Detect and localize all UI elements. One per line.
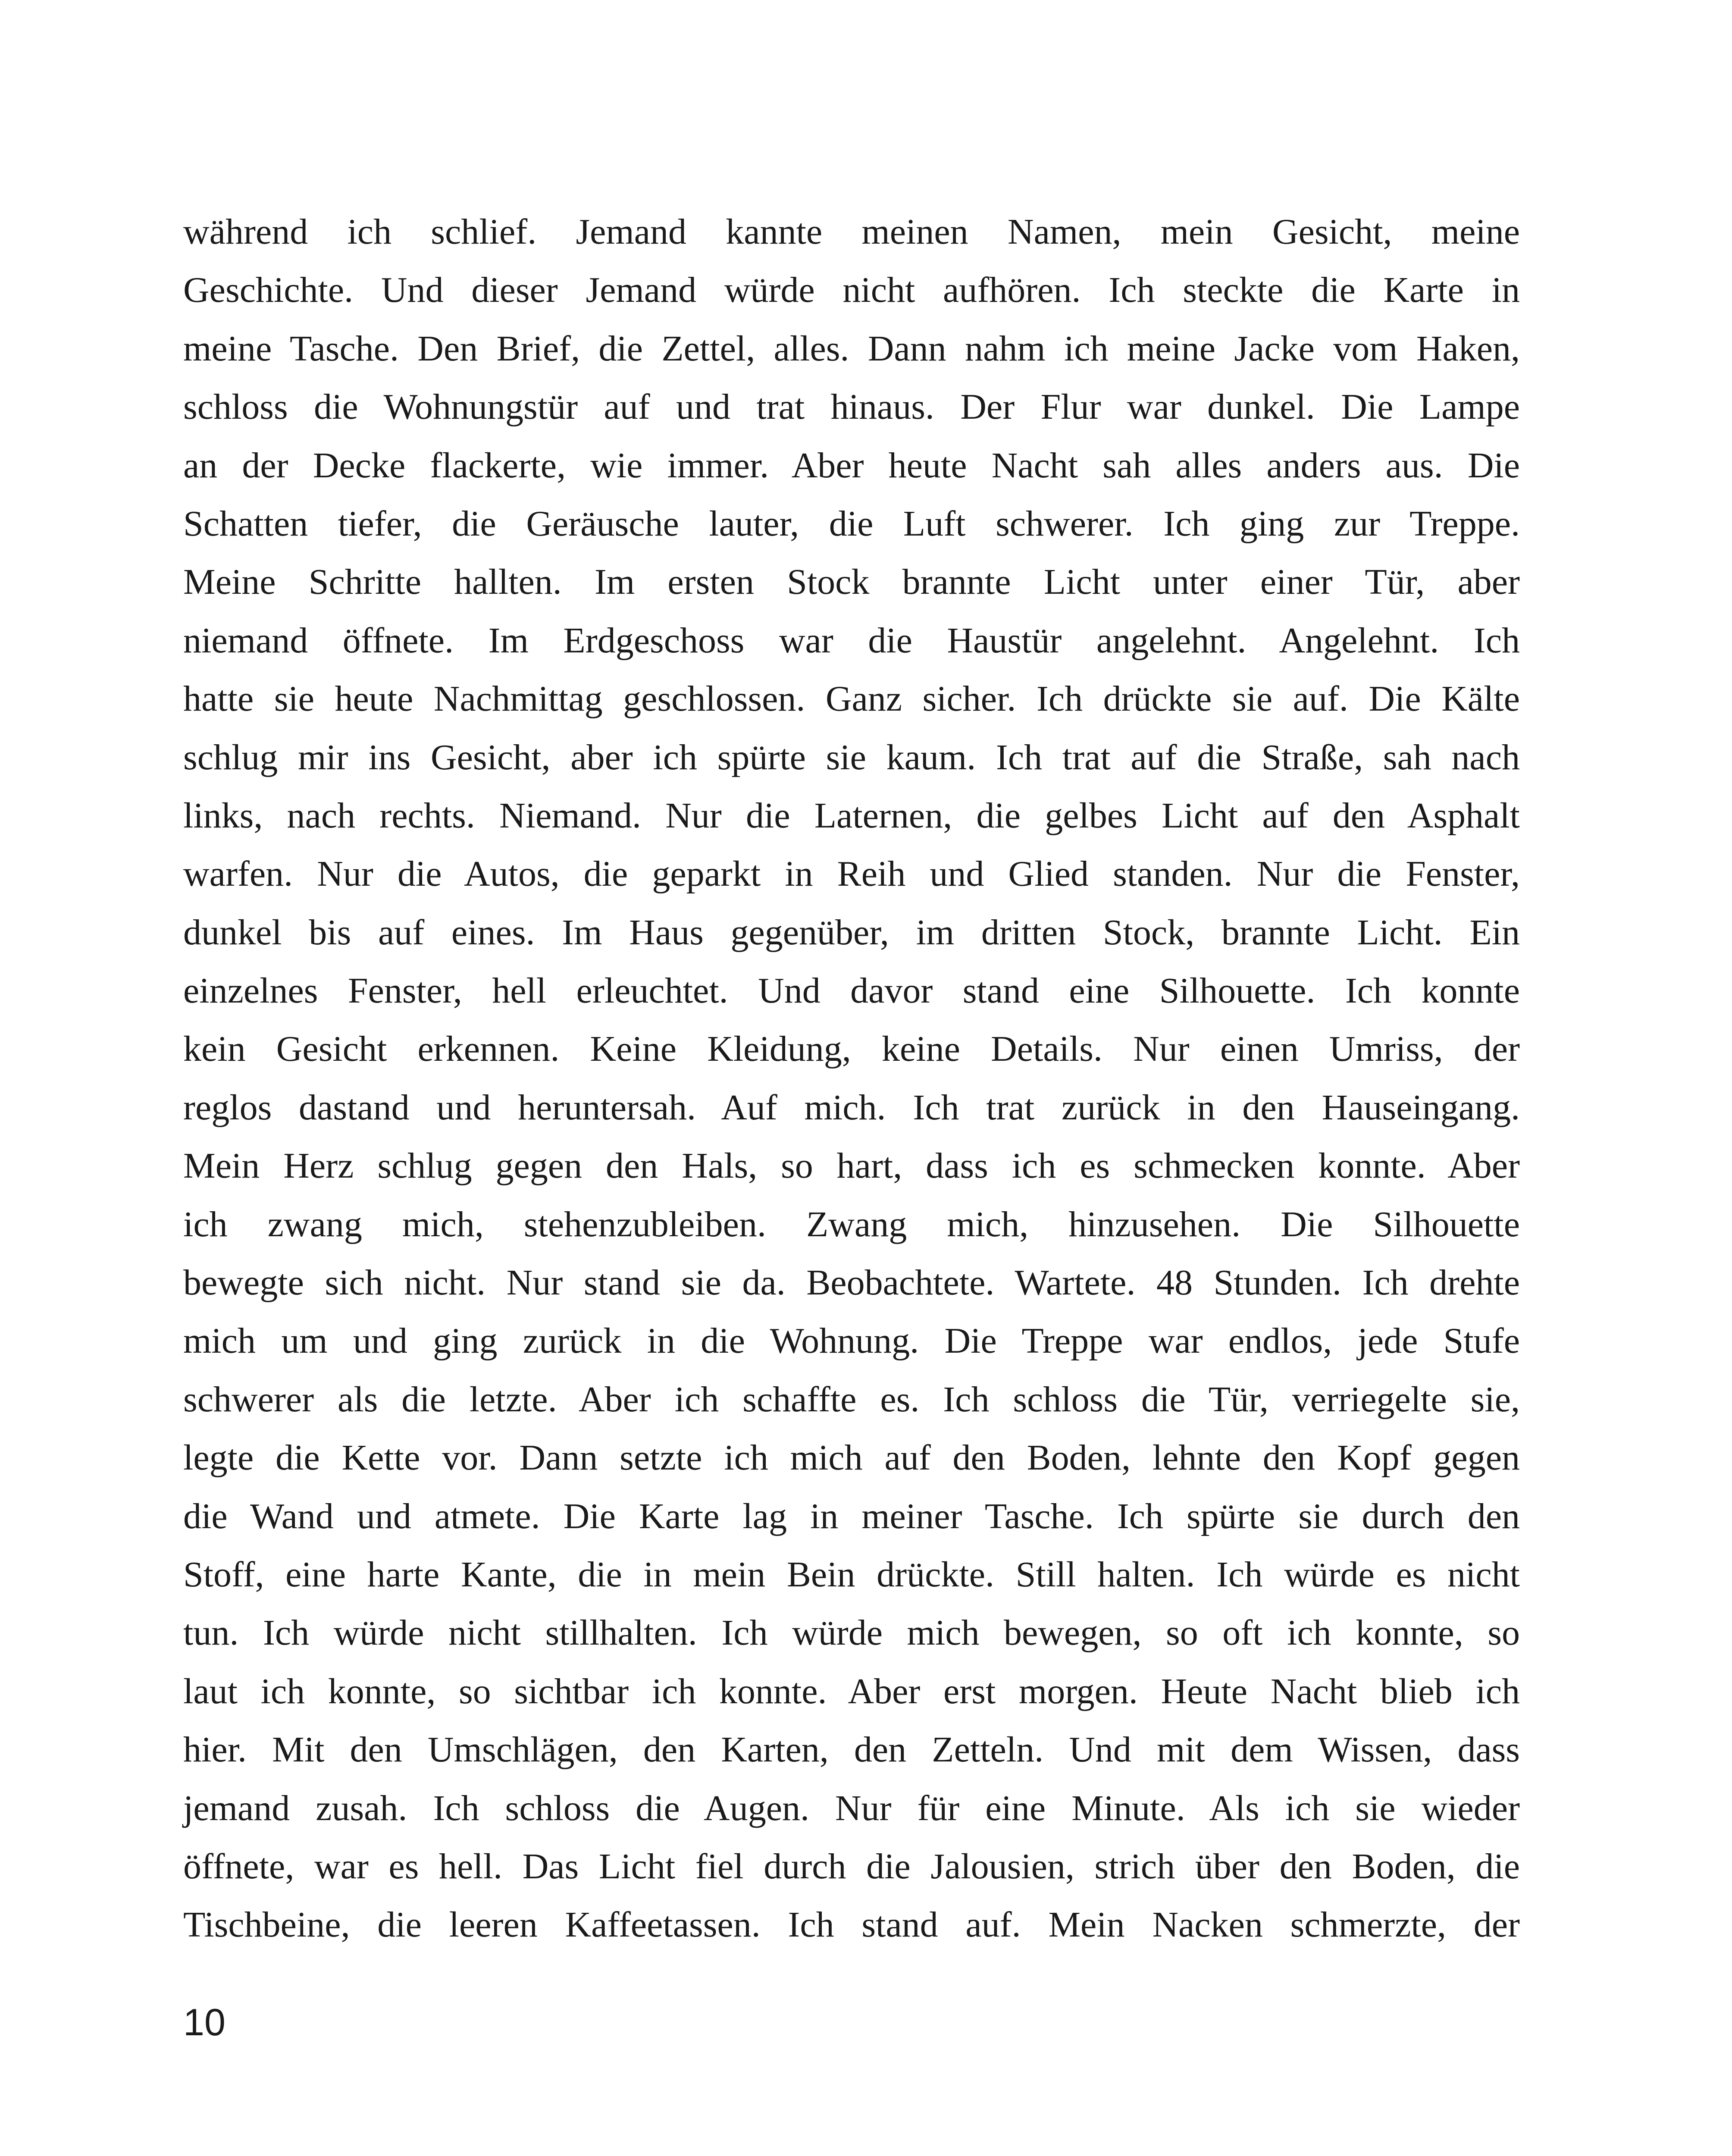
text-line: mich um und ging zurück in die Wohnung. Die Treppe war endlos, jede Stufe [183, 1321, 1520, 1361]
text-line: Stoff, eine harte Kante, die in mein Bein drückte. Still halten. Ich würde es nicht [183, 1554, 1520, 1595]
text-line: reglos dastand und heruntersah. Auf mich. Ich trat zurück in den Hauseingang. [183, 1087, 1520, 1128]
text-line: niemand öffnete. Im Erdgeschoss war die Haustür angelehnt. Angelehnt. Ich [183, 620, 1520, 661]
text-line: schloss die Wohnungstür auf und trat hinaus. Der Flur war dunkel. Die Lampe [183, 387, 1520, 427]
text-line: legte die Kette vor. Dann setzte ich mich auf den Boden, lehnte den Kopf gegen [183, 1438, 1520, 1478]
text-line: Geschichte. Und dieser Jemand würde nicht aufhören. Ich steckte die Karte in [183, 270, 1520, 310]
text-line: tun. Ich würde nicht stillhalten. Ich würde mich bewegen, so oft ich konnte, so [183, 1613, 1520, 1653]
text-line: einzelnes Fenster, hell erleuchtet. Und davor stand eine Silhouette. Ich konnte [183, 971, 1520, 1011]
text-line: die Wand und atmete. Die Karte lag in meiner Tasche. Ich spürte sie durch den [183, 1496, 1520, 1536]
text-line: jemand zusah. Ich schloss die Augen. Nur für eine Minute. Als ich sie wieder [183, 1788, 1520, 1828]
text-line: Mein Herz schlug gegen den Hals, so hart, dass ich es schmecken konnte. Aber [183, 1146, 1520, 1186]
text-line: dunkel bis auf eines. Im Haus gegenüber, im dritten Stock, brannte Licht. Ein [183, 912, 1520, 953]
text-line: an der Decke flackerte, wie immer. Aber heute Nacht sah alles anders aus. Die [183, 445, 1520, 486]
text-line: bewegte sich nicht. Nur stand sie da. Beobachtete. Wartete. 48 Stunden. Ich drehte [183, 1263, 1520, 1303]
text-line: Meine Schritte hallten. Im ersten Stock brannte Licht unter einer Tür, aber [183, 562, 1520, 602]
text-line: schwerer als die letzte. Aber ich schaffte es. Ich schloss die Tür, verriegelte sie, [183, 1379, 1520, 1420]
text-line: laut ich konnte, so sichtbar ich konnte. Aber erst morgen. Heute Nacht blieb ich [183, 1671, 1520, 1711]
text-line: links, nach rechts. Niemand. Nur die Laternen, die gelbes Licht auf den Asphalt [183, 795, 1520, 836]
text-line: öffnete, war es hell. Das Licht fiel durch die Jalousien, strich über den Boden, die [183, 1846, 1520, 1887]
text-line: hatte sie heute Nachmittag geschlossen. Ganz sicher. Ich drückte sie auf. Die Kälte [183, 679, 1520, 719]
text-line: ich zwang mich, stehenzubleiben. Zwang mich, hinzusehen. Die Silhouette [183, 1204, 1520, 1244]
text-line: schlug mir ins Gesicht, aber ich spürte sie kaum. Ich trat auf die Straße, sah nach [183, 737, 1520, 777]
text-line: meine Tasche. Den Brief, die Zettel, alles. Dann nahm ich meine Jacke vom Haken, [183, 328, 1520, 369]
text-line: während ich schlief. Jemand kannte meinen Namen, mein Gesicht, meine [183, 212, 1520, 252]
body-text [183, 203, 1520, 1954]
text-line: warfen. Nur die Autos, die geparkt in Reih und Glied standen. Nur die Fenster, [183, 854, 1520, 894]
text-line: hier. Mit den Umschlägen, den Karten, den Zetteln. Und mit dem Wissen, dass [183, 1730, 1520, 1770]
page-number: 10 [183, 2001, 226, 2043]
text-line: Tischbeine, die leeren Kaffeetassen. Ich stand auf. Mein Nacken schmerzte, der [183, 1905, 1520, 1945]
text-line: Schatten tiefer, die Geräusche lauter, die Luft schwerer. Ich ging zur Treppe. [183, 503, 1520, 544]
text-line: kein Gesicht erkennen. Keine Kleidung, keine Details. Nur einen Umriss, der [183, 1029, 1520, 1069]
